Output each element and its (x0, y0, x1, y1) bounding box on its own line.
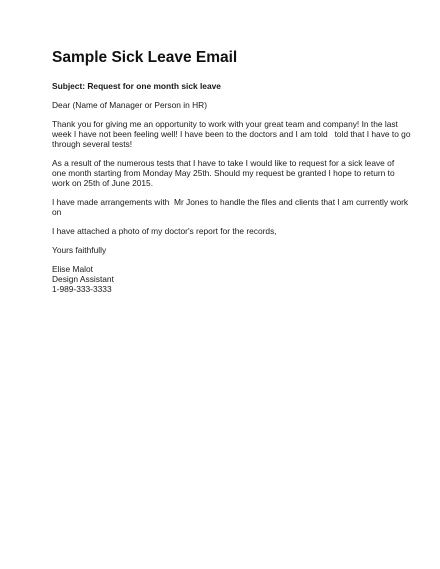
signature-role: Design Assistant (52, 274, 114, 284)
signature-phone: 1-989-333-3333 (52, 284, 112, 294)
body-paragraph-4: I have attached a photo of my doctor's report for the records, (52, 226, 277, 236)
body-paragraph-3: I have made arrangements with Mr Jones to handle the files and clients that I am currently work on (52, 197, 409, 217)
letter-page (52, 48, 412, 294)
email-subject: Subject: Request for one month sick leave (52, 81, 221, 91)
closing: Yours faithfully (52, 245, 107, 255)
body-paragraph-2: As a result of the numerous tests that I have to take I would like to request for a sick leave of one month starting from Monday May 25th. Should my request be granted I hope to return to work on 25th of June 2015. (52, 158, 395, 188)
body-paragraph-1: Thank you for giving me an opportunity to work with your great team and company! In the last week I have not been feeling well! I have been to the doctors and I am told told that I have to go through several tests! (52, 119, 411, 149)
document-title: Sample Sick Leave Email (52, 49, 238, 66)
greeting: Dear (Name of Manager or Person in HR) (52, 100, 207, 110)
signature-name: Elise Malot (52, 264, 93, 274)
signature-block (52, 264, 412, 294)
